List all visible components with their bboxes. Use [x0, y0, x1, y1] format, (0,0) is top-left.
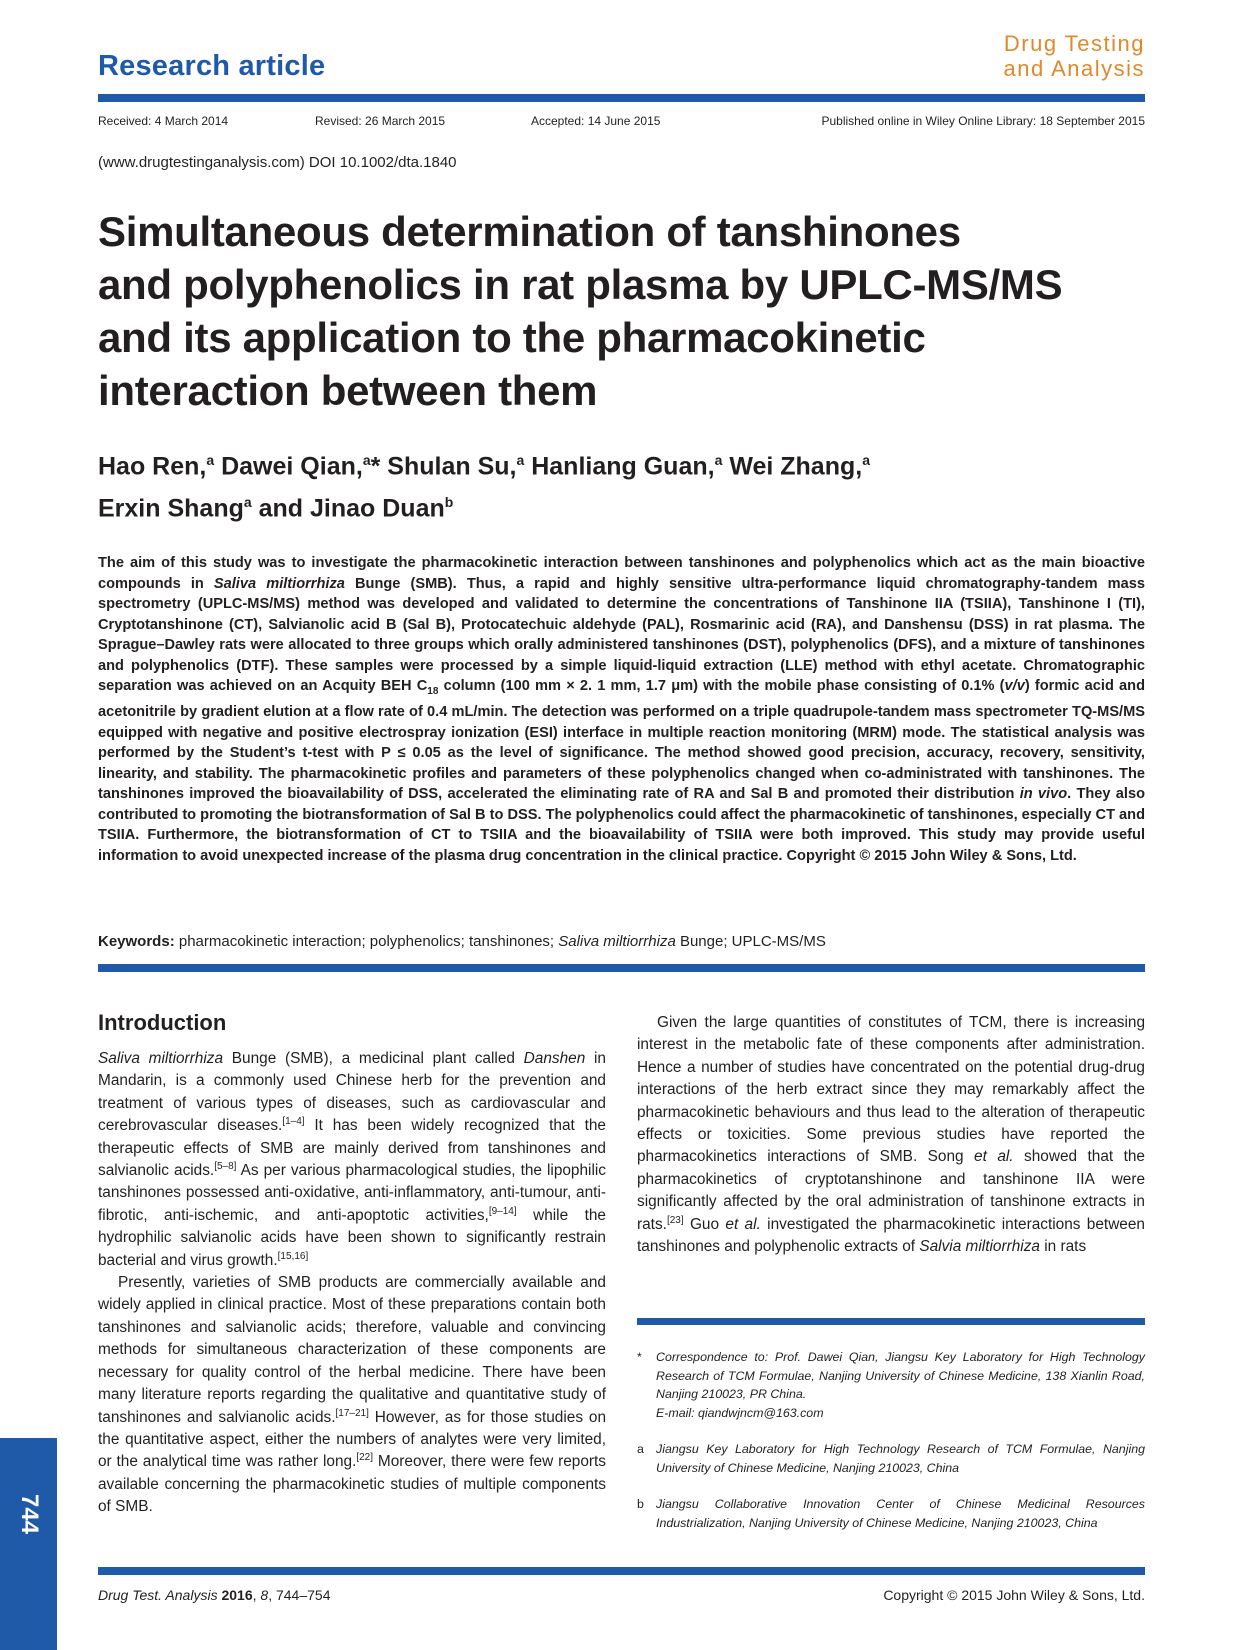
body-text: Given the large quantities of constitutes of TCM, there is increasing interest in the metabolic fate of these components after administration. Hence a number of studies have concentrated on the potential drug-drug interactions of the herb extract since they may remarkably affect the pharmacokinetic behaviours and thus lead to the alteration of therapeutic effects or toxicities. Some previous studies have reported the pharmacokinetics interactions of SMB. Song: [637, 1014, 1145, 1166]
correspondence-email: E-mail: qiandwjncm@163.com: [656, 1405, 824, 1420]
footnote-rule: [637, 1318, 1145, 1325]
author-name: Wei Zhang,: [722, 452, 863, 481]
doi-line: (www.drugtestinganalysis.com) DOI 10.1002/dta.1840: [98, 154, 457, 171]
abstract-text: The aim of this study was to investigate the pharmacokinetic interaction between tanshinones and polyphenolics which act as the main bioactive compounds in: [98, 555, 1145, 592]
body-text: It has been widely recognized that the therapeutic effects of SMB are mainly derived from tanshinones and salvianolic acids.: [98, 1117, 606, 1180]
author-name: Dawei Qian,: [214, 452, 363, 481]
author-list: [98, 442, 1158, 527]
title-line: Simultaneous determination of tanshinones: [98, 208, 961, 255]
body-text: However, as for those studies on the quantitative aspect, either the numbers of analytes were very limited, or the analytical time was rather long.: [98, 1408, 606, 1471]
body-text: while the hydrophilic salvianolic acids have been shown to significantly restrain bacterial and virus growth.: [98, 1206, 606, 1269]
author-line: [98, 484, 1158, 526]
journal-brand-line-1: Drug Testing: [1003, 31, 1145, 56]
journal-citation: [98, 1587, 331, 1603]
citation-volume: 8: [260, 1587, 269, 1603]
keywords-text: pharmacokinetic interaction; polyphenolics; tanshinones;: [174, 933, 559, 950]
keywords: [98, 933, 1145, 950]
correspondence-text: Correspondence to: Prof. Dawei Qian, Jiangsu Key Laboratory for High Technology Research of TCM Formulae, Nanjing University of Chinese Medicine, 138 Xianlin Road, Nanjing 210023, PR China.: [656, 1350, 1145, 1401]
citation: [22]: [356, 1452, 374, 1464]
citation: [9–14]: [488, 1205, 517, 1217]
keywords-text: Bunge; UPLC-MS/MS: [675, 933, 826, 950]
abstract-text: . They also contributed to promoting the biotransformation of Sal B to DSS. The polyphenolics could affect the pharmacokinetic of tanshinones, especially CT and TSIIA. Furthermore, the biotransformation of CT to TSIIA and the bioavailability of TSIIA were both improved. This study may provide useful information to avoid unexpected increase of the plasma drug concentration in the clinical practice. Copyright © 2015 John Wiley & Sons, Ltd.: [98, 786, 1145, 864]
affiliation-footnote-b: [637, 1495, 1145, 1532]
abstract-text: Bunge (SMB). Thus, a rapid and highly sensitive ultra-performance liquid chromatography-tandem mass spectrometry (UPLC-MS/MS) method was developed and validated to determine the concentrations of Tanshinone IIA (TSIIA), Tanshinone I (TI), Cryptotanshinone (CT), Salvianolic acid B (Sal B), Protocatechuic aldehyde (PAL), Rosmarinic acid (RA), and Danshensu (DSS) in rat plasma. The Sprague–Dawley rats were allocated to three groups which orally administered tanshinones (DST), polyphenolics (DFS), and a mixture of tanshinones and polyphenolics (DTF). These samples were processed by a simple liquid-liquid extraction (LLE) method with ethyl acetate. Chromatographic separation was achieved on an Acquity BEH C: [98, 575, 1145, 694]
abstract: [98, 553, 1145, 866]
citation: [1–4]: [282, 1116, 305, 1128]
affiliation-mark: a: [862, 452, 870, 468]
title-line: interaction between them: [98, 367, 598, 414]
section-rule: [98, 964, 1145, 972]
journal-brand-line-2: and Analysis: [1003, 56, 1145, 81]
intro-column-left: [98, 1048, 606, 1519]
body-text: in rats: [1039, 1238, 1087, 1256]
affiliation-mark: a: [243, 494, 252, 511]
affiliation-mark: a: [714, 452, 723, 468]
author-name: and Jinao Duan: [251, 494, 445, 523]
footnote-mark: *: [637, 1350, 642, 1364]
abstract-text: ) formic acid and acetonitrile by gradient elution at a flow rate of 0.4 mL/min. The detection was performed on a triple quadrupole-tandem mass spectrometer TQ-MS/MS equipped with negative and positive electrospray ionization (ESI) interface in multiple reaction monitoring (MRM) mode. The statistical analysis was performed by the Student’s t-test with P ≤ 0.05 as the level of significance. The method showed good precision, accuracy, recovery, sensitivity, linearity, and stability. The pharmacokinetic profiles and parameters of these polyphenolics changed when co-administrated with tanshinones. The tanshinones improved the bioavailability of DSS, accelerated the eliminating rate of RA and Sal B and promoted their distribution: [98, 678, 1145, 803]
citation: [15,16]: [277, 1250, 309, 1262]
intro-column-right: [637, 1012, 1145, 1258]
page-number: 744: [16, 1493, 43, 1535]
published-date: Published online in Wiley Online Library: 18 September 2015: [821, 114, 1145, 128]
affiliation-mark: a: [206, 452, 215, 468]
author-name: Hao Ren,: [98, 452, 207, 481]
body-text: showed that the pharmacokinetics of cryptotanshinone and tanshinone IIA were significantly affected by the oral administration of tanshinone extracts in rats.: [637, 1148, 1145, 1233]
paragraph: [98, 1272, 606, 1518]
keywords-label: Keywords:: [98, 933, 175, 950]
species-name: Salvia miltiorrhiza: [919, 1238, 1040, 1256]
italic-term: v/v: [1004, 678, 1025, 694]
affiliation-mark: b: [444, 494, 454, 511]
article-title: [98, 205, 1158, 417]
affiliation-mark: a: [362, 452, 371, 468]
accepted-date: Accepted: 14 June 2015: [531, 114, 661, 128]
page-number-tab: [0, 1438, 57, 1650]
paragraph: [637, 1012, 1145, 1258]
paragraph: [98, 1048, 606, 1272]
citation: [5–8]: [214, 1160, 237, 1172]
body-text: As per various pharmacological studies, the lipophilic tanshinones possessed anti-oxidative, anti-inflammatory, anti-tumour, anti-fibrotic, anti-ischemic, and anti-apoptotic activities,: [98, 1162, 607, 1224]
body-text: Moreover, there were few reports available concerning the pharmacokinetic studies of multiple components of SMB.: [98, 1453, 606, 1516]
footer-rule: [98, 1567, 1145, 1575]
citation-separator: ,: [252, 1587, 261, 1603]
species-name: Saliva miltiorrhiza: [213, 575, 345, 592]
body-text: investigated the pharmacokinetic interactions between tanshinones and polyphenolic extracts of: [637, 1215, 1145, 1256]
section-heading-introduction: Introduction: [98, 1010, 227, 1035]
citation-pages: , 744–754: [268, 1587, 331, 1603]
footer-copyright: Copyright © 2015 John Wiley & Sons, Ltd.: [883, 1587, 1145, 1603]
author-line: [98, 442, 1158, 484]
citation: [17–21]: [335, 1407, 369, 1419]
citation-year: 2016: [221, 1587, 253, 1603]
italic-term: in vivo: [1019, 786, 1068, 803]
footnote-mark: a: [637, 1442, 644, 1456]
citation: [23]: [666, 1214, 684, 1226]
subscript: 18: [427, 685, 439, 697]
article-type-label: Research article: [98, 50, 326, 82]
footnote-mark: b: [637, 1497, 644, 1511]
correspondence-footnote: [637, 1348, 1145, 1422]
body-text: Bunge (SMB), a medicinal plant called: [223, 1050, 524, 1067]
italic-term: et al.: [974, 1148, 1014, 1166]
body-text: Presently, varieties of SMB products are commercially available and widely applied in clinical practice. Most of these preparations contain both tanshinones and salvianolic acids; therefore, valuable and convincing methods for simultaneous characterization of these components are necessary for quality control of the herbal medicine. There have been many literature reports regarding the qualitative and quantitative study of tanshinones and salvianolic acids.: [98, 1274, 606, 1426]
title-line: and its application to the pharmacokinetic: [98, 314, 926, 361]
author-name: Erxin Shang: [98, 494, 244, 523]
abstract-text: column (100 mm × 2. 1 mm, 1.7 μm) with the mobile phase consisting of 0.1% (: [438, 678, 1005, 694]
affiliation-mark: a: [516, 452, 525, 468]
author-name: * Shulan Su,: [370, 452, 517, 481]
affiliation-text: Jiangsu Key Laboratory for High Technology Research of TCM Formulae, Nanjing University of Chinese Medicine, Nanjing 210023, China: [656, 1442, 1145, 1475]
received-date: Received: 4 March 2014: [98, 114, 229, 128]
journal-brand: [1003, 31, 1145, 81]
journal-abbrev: Drug Test. Analysis: [98, 1587, 222, 1603]
affiliation-footnote-a: [637, 1440, 1145, 1477]
affiliation-text: Jiangsu Collaborative Innovation Center of Chinese Medicinal Resources Industrialization, Nanjing University of Chinese Medicine, Nanjing 210023, China: [656, 1497, 1145, 1530]
author-name: Hanliang Guan,: [524, 452, 715, 481]
revised-date: Revised: 26 March 2015: [315, 114, 446, 128]
title-line: and polyphenolics in rat plasma by UPLC-MS/MS: [98, 261, 1063, 308]
body-text: in Mandarin, is a commonly used Chinese herb for the prevention and treatment of various types of diseases, such as cardiovascular and cerebrovascular diseases.: [98, 1050, 606, 1135]
italic-term: Danshen: [523, 1050, 586, 1067]
species-name: Saliva miltiorrhiza: [558, 933, 676, 950]
body-text: Guo: [683, 1215, 726, 1233]
footnotes: [637, 1348, 1145, 1550]
italic-term: et al.: [725, 1215, 761, 1233]
species-name: Saliva miltiorrhiza: [98, 1050, 224, 1067]
top-rule: [98, 94, 1145, 102]
